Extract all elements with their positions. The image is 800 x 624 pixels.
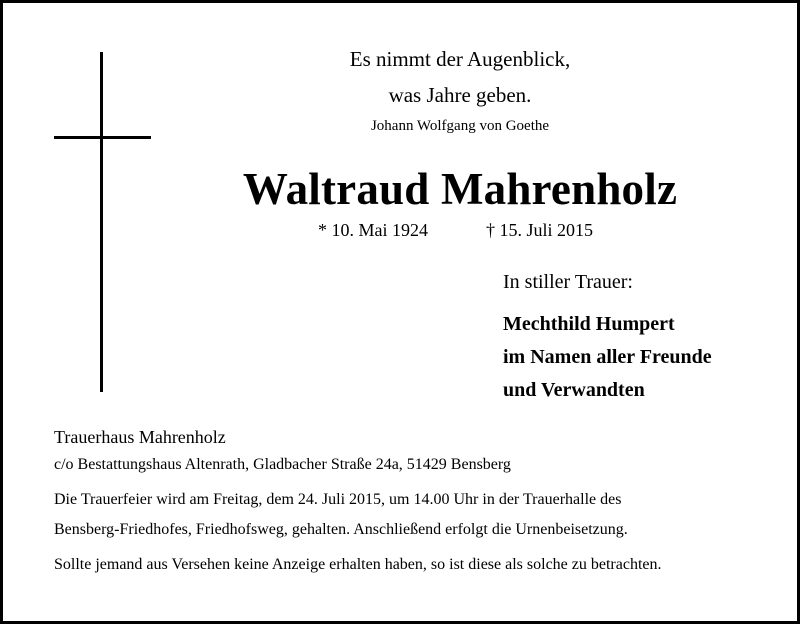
mourner-line: Mechthild Humpert — [503, 313, 675, 335]
quote-line-2: was Jahre geben. — [388, 83, 532, 107]
mourning-intro: In stiller Trauer: — [503, 271, 633, 293]
mourning-house-address: c/o Bestattungshaus Altenrath, Gladbacher Straße 24a, 51429 Bensberg — [54, 456, 511, 473]
funeral-details-line-2: Bensberg-Friedhofes, Friedhofsweg, gehalten. Anschließend erfolgt die Urnenbeisetzung. — [54, 521, 628, 538]
cross-icon-horizontal-bar — [54, 136, 151, 139]
birth-date: * 10. Mai 1924 — [318, 220, 428, 240]
cross-icon-vertical-bar — [100, 52, 103, 392]
quote-author: Johann Wolfgang von Goethe — [370, 118, 550, 134]
mourner-line: im Namen aller Freunde — [503, 346, 712, 368]
death-date: † 15. Juli 2015 — [486, 220, 594, 240]
mourning-house-name: Trauerhaus Mahrenholz — [54, 427, 226, 447]
notice-text: Sollte jemand aus Versehen keine Anzeige erhalten haben, so ist diese als solche zu betrachten. — [54, 556, 662, 573]
funeral-details-line-1: Die Trauerfeier wird am Freitag, dem 24. Juli 2015, um 14.00 Uhr in der Trauerhalle des — [54, 491, 622, 508]
quote-line-1: Es nimmt der Augenblick, — [349, 47, 571, 71]
deceased-name: Waltraud Mahrenholz — [242, 164, 678, 214]
mourner-line: und Verwandten — [503, 379, 645, 401]
